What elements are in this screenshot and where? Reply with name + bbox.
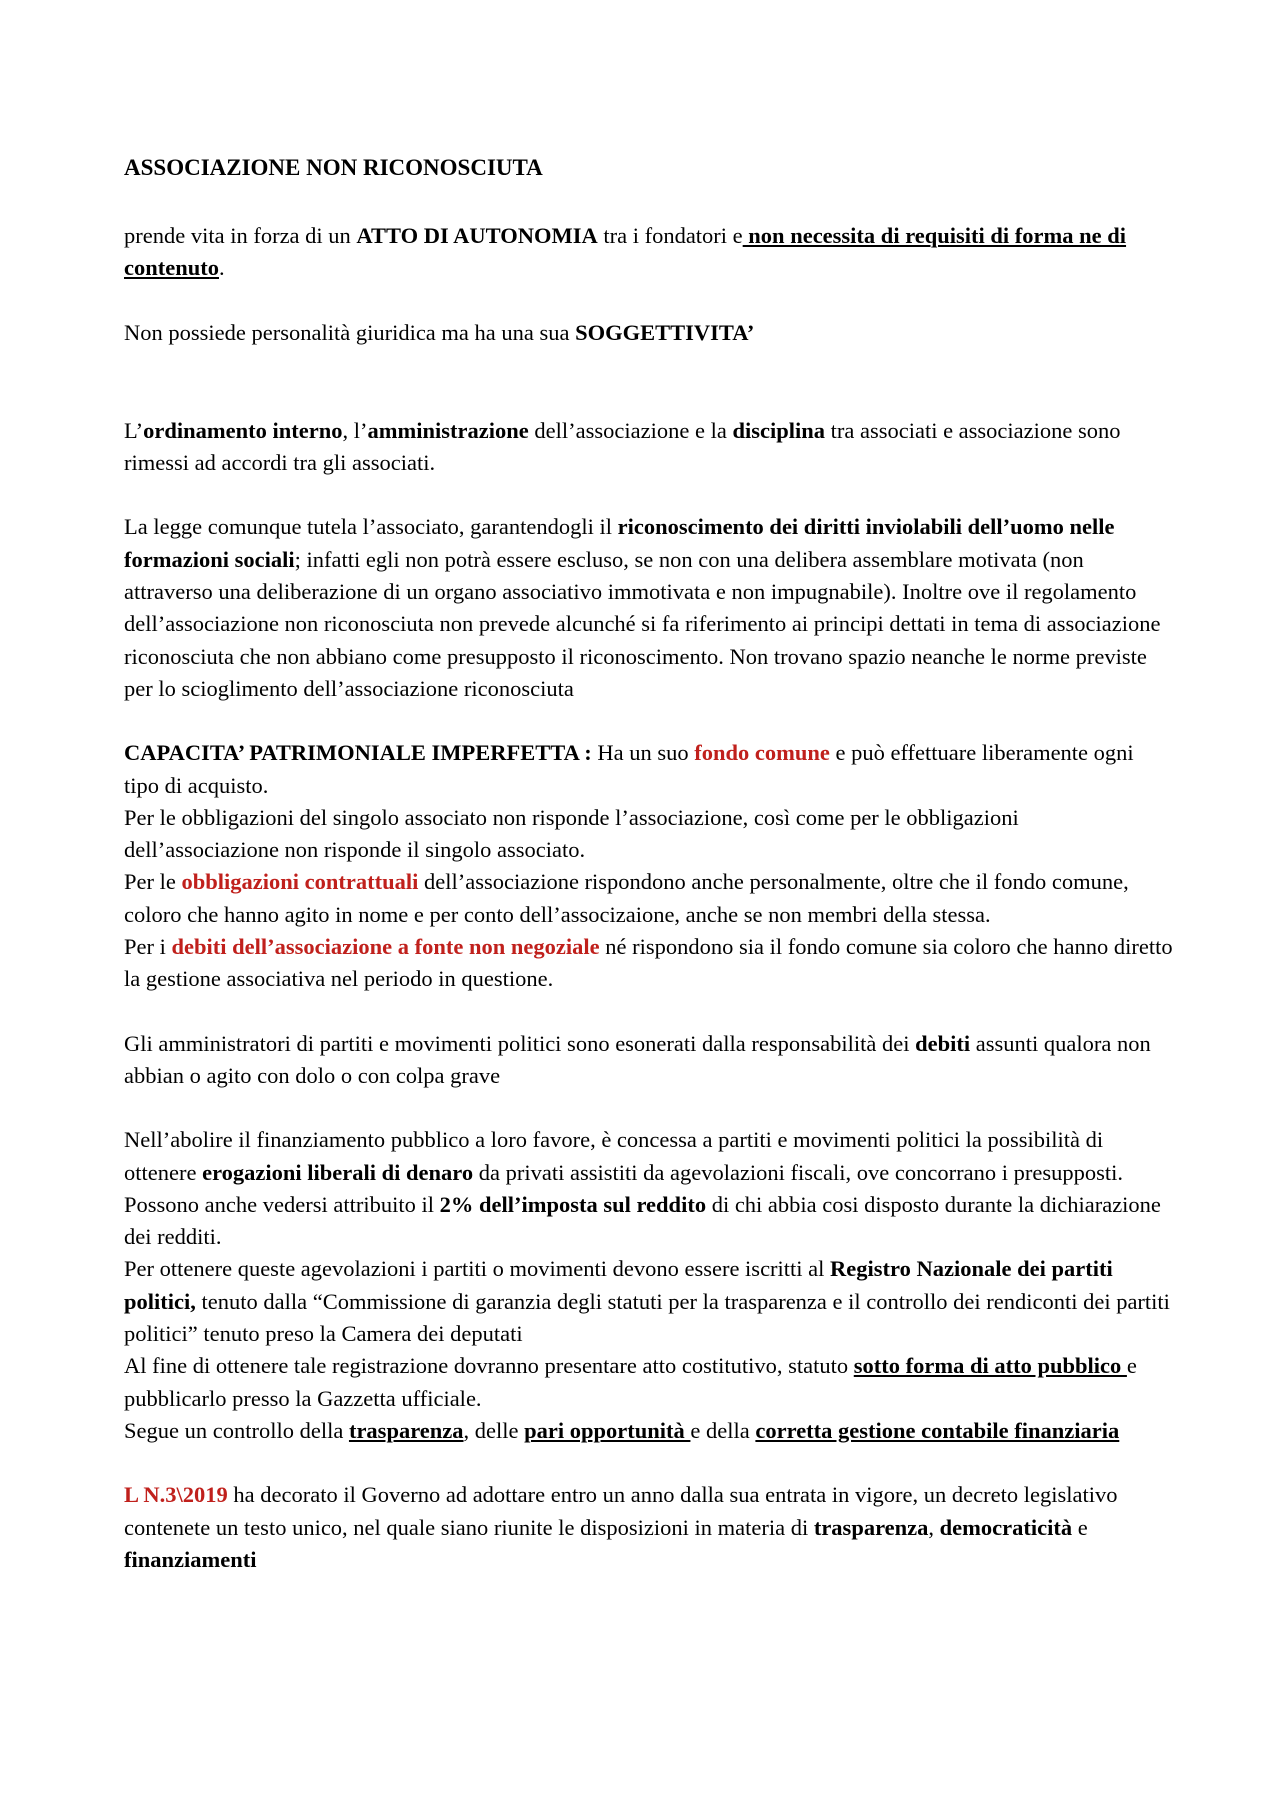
paragraph-political-parties [124,1028,1174,1093]
text-run: e pubblicarlo presso la Gazzetta ufficiale. [124,1353,1137,1411]
highlight-term: fondo comune [694,740,830,766]
underlined-term: trasparenza [348,1417,464,1443]
paragraph-internal-order [124,415,1174,480]
text-run: e della [690,1417,756,1443]
text-run: Per ottenere queste agevolazioni i partiti o movimenti devono essere iscritti al [124,1256,831,1282]
bold-term: disciplina [732,417,825,443]
text-run: Ha un suo [591,740,695,766]
text-run: Per i [124,934,172,960]
bold-term: finanziamenti [124,1546,257,1572]
paragraph-contractual [124,866,1174,931]
text-run: Gli amministratori di partiti e movimenti politici sono esonerati dalla responsabilità dei [124,1030,916,1056]
document-title: ASSOCIAZIONE NON RICONOSCIUTA [124,155,543,180]
text-run: Nell’abolire il finanziamento pubblico a loro favore, è concessa a partiti e movimenti politici la possibilità di ottenere [124,1127,1104,1185]
text-run: La legge comunque tutela l’associato, garantendogli il [124,514,618,540]
bold-term: Registro Nazionale dei partiti politici, [124,1256,1113,1314]
text-run: , [928,1514,940,1540]
text-run: dell’associazione rispondono anche personalmente, oltre che il fondo comune, coloro che hanno agito in nome e per conto dell’associzaione, anche se non membri della stessa. [124,869,1129,927]
bold-term: riconoscimento dei diritti inviolabili dell’uomo nelle formazioni sociali [124,514,1115,572]
underlined-term: sotto forma di atto pubblico [853,1353,1127,1379]
text-run: tra associati e associazione sono rimessi ad accordi tra gli associati. [124,417,1121,476]
text-run: ha decorato il Governo ad adottare entro un anno dalla sua entrata in vigore, un decreto legislativo contenete un testo unico, nel quale siano riunite le disposizioni in materia di [124,1482,1118,1540]
text-run: Non possiede personalità giuridica ma ha una sua [124,319,576,345]
underlined-term: pari opportunità [524,1417,691,1443]
bold-term: debiti [915,1030,971,1056]
underlined-term: non necessita di requisiti di forma ne di contenuto [124,223,1127,281]
paragraph-registration [124,1350,1174,1415]
paragraph-financing [124,1124,1174,1253]
bold-term: amministrazione [367,417,529,443]
text-run: . [219,255,225,281]
text-run: ; infatti egli non potrà essere escluso, se non con una delibera assemblare motivata (non attraverso una deliberazione di un organo associativo immotivata e non impugnabile). Inoltre ove il regolamento dell’associazione non riconosciuta non prevede alcunché si fa riferimento ai principi dettati in tema di associazione riconosciuta che non abbiano come presupposto il riconoscimento. Non trovano spazio neanche le norme previste per lo scioglimento dell’associazione riconosciuta [124,546,1161,701]
bold-term: erogazioni liberali di denaro [202,1159,474,1185]
paragraph-controls [124,1415,1174,1447]
document-body [124,152,1174,1608]
text-run: prende vita in forza di un [124,223,357,248]
bold-term: ordinamento interno [143,417,343,443]
paragraph-formation [124,220,1174,285]
text-run: tenuto dalla “Commissione di garanzia degli statuti per la trasparenza e il controllo dei rendiconti dei partiti politici” tenuto preso la Camera dei deputati [124,1288,1170,1347]
paragraph-registry [124,1253,1174,1350]
paragraph-subjectivity [124,317,1174,349]
text-run: Per le [124,869,182,895]
text-run: né rispondono sia il fondo comune sia coloro che hanno diretto la gestione associativa nel periodo in questione. [124,934,1173,992]
text-run: , l’ [342,417,368,443]
underlined-term: corretta gestione contabile finanziaria [755,1417,1120,1443]
bold-term: SOGGETTIVITA’ [575,319,755,345]
paragraph-non-negotiated-debts [124,931,1174,996]
text-run: Al fine di ottenere tale registrazione dovranno presentare atto costitutivo, statuto [124,1353,854,1379]
bold-term: 2% dell’imposta sul reddito [439,1191,707,1217]
text-run: L’ [124,417,144,443]
text-run: dell’associazione e la [528,417,733,443]
paragraph-obligations: Per le obbligazioni del singolo associato non risponde l’associazione, così come per le obbligazioni dell’associazione non risponde il singolo associato. [124,804,1019,863]
text-run: di chi abbia cosi disposto durante la dichiarazione dei redditi. [124,1191,1161,1250]
highlight-term: debiti dell’associazione a fonte non negoziale [171,934,600,960]
text-run: da privati assistiti da agevolazioni fiscali, ove concorrano i presupposti. Possono anche vedersi attribuito il [124,1159,1123,1217]
paragraph-law-reference [124,1479,1174,1576]
text-run: Segue un controllo della [124,1417,349,1443]
paragraph-protection [124,511,1174,705]
section-heading: CAPACITA’ PATRIMONIALE IMPERFETTA : [124,740,592,766]
law-reference: L N.3\2019 [124,1482,228,1508]
highlight-term: obbligazioni contrattuali [181,869,419,895]
text-run: tra i fondatori e [597,223,743,248]
text-run: , delle [463,1417,525,1443]
paragraph-patrimonial-capacity [124,737,1174,802]
text-run: assunti qualora non abbian o agito con dolo o con colpa grave [124,1030,1151,1088]
text-run: e [1072,1514,1088,1540]
bold-term: democraticità [939,1514,1073,1540]
bold-term: ATTO DI AUTONOMIA [356,223,598,248]
bold-term: trasparenza [813,1514,929,1540]
text-run: e può effettuare liberamente ogni tipo di acquisto. [124,740,1134,798]
